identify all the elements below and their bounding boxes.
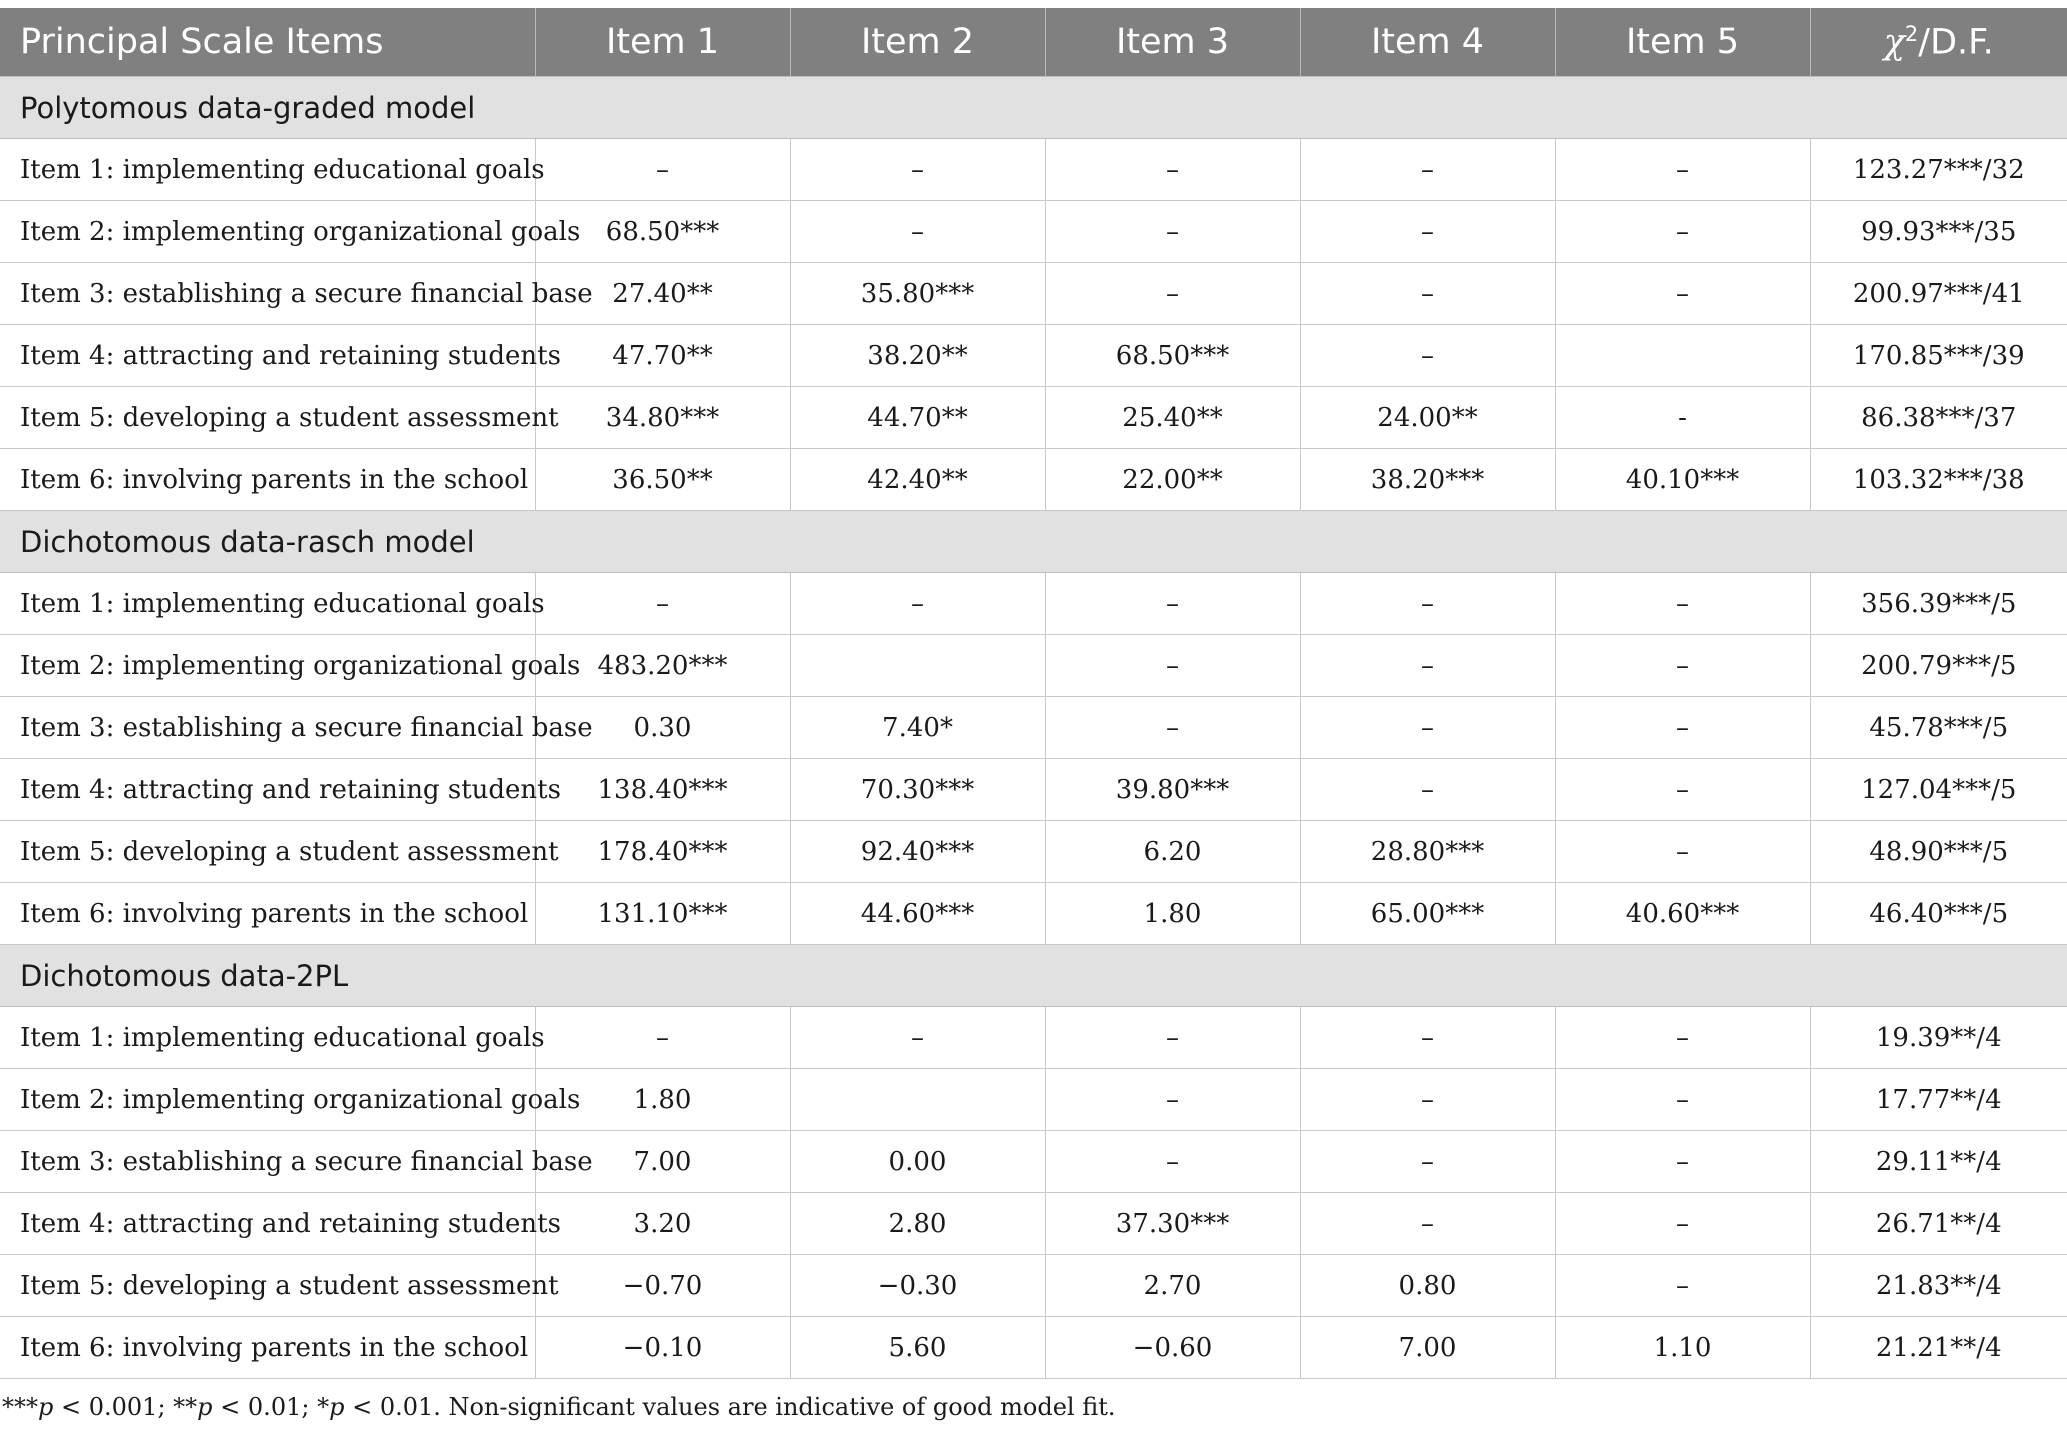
item-3-cell: −0.60 — [1045, 1317, 1300, 1379]
chi-superscript: 2 — [1904, 21, 1919, 46]
item-1-cell: 27.40** — [535, 263, 790, 325]
chi-square-df-cell: 29.11**/4 — [1810, 1131, 2067, 1193]
item-4-cell: – — [1300, 759, 1555, 821]
item-2-cell: 0.00 — [790, 1131, 1045, 1193]
item-2-cell: 35.80*** — [790, 263, 1045, 325]
item-2-cell: 44.70** — [790, 387, 1045, 449]
header-principal-scale-items: Principal Scale Items — [0, 8, 535, 77]
row-label: Item 6: involving parents in the school — [0, 883, 535, 945]
table-row — [0, 1131, 2067, 1193]
row-label: Item 2: implementing organizational goals — [0, 635, 535, 697]
table-row — [0, 387, 2067, 449]
table-row — [0, 1007, 2067, 1069]
chi-square-df-cell: 86.38***/37 — [1810, 387, 2067, 449]
table-row — [0, 1255, 2067, 1317]
item-1-cell: 0.30 — [535, 697, 790, 759]
item-5-cell: – — [1555, 1131, 1810, 1193]
chi-square-df-cell: 19.39**/4 — [1810, 1007, 2067, 1069]
item-2-cell: – — [790, 573, 1045, 635]
row-label: Item 2: implementing organizational goals — [0, 201, 535, 263]
item-2-cell: 38.20** — [790, 325, 1045, 387]
table-header — [0, 8, 2067, 77]
chi-square-df-cell: 21.21**/4 — [1810, 1317, 2067, 1379]
item-4-cell: – — [1300, 1069, 1555, 1131]
row-label: Item 5: developing a student assessment — [0, 1255, 535, 1317]
table-row — [0, 1193, 2067, 1255]
row-label: Item 1: implementing educational goals — [0, 1007, 535, 1069]
item-2-cell: 5.60 — [790, 1317, 1045, 1379]
item-1-cell: −0.10 — [535, 1317, 790, 1379]
chi-square-df-cell: 45.78***/5 — [1810, 697, 2067, 759]
row-label: Item 5: developing a student assessment — [0, 821, 535, 883]
chi-square-df-cell: 200.97***/41 — [1810, 263, 2067, 325]
header-chi-square-df — [1810, 8, 2067, 77]
item-4-cell: – — [1300, 201, 1555, 263]
item-1-cell: 47.70** — [535, 325, 790, 387]
item-5-cell: – — [1555, 1007, 1810, 1069]
table-row — [0, 325, 2067, 387]
results-table — [0, 8, 2067, 1379]
chi-square-df-cell: 123.27***/32 — [1810, 139, 2067, 201]
row-label: Item 4: attracting and retaining students — [0, 759, 535, 821]
section-title: Dichotomous data-rasch model — [0, 511, 2067, 573]
item-3-cell: – — [1045, 1069, 1300, 1131]
chi-square-df-cell: 26.71**/4 — [1810, 1193, 2067, 1255]
section-header-row — [0, 511, 2067, 573]
chi-square-df-cell: 99.93***/35 — [1810, 201, 2067, 263]
row-label: Item 3: establishing a secure financial base — [0, 263, 535, 325]
item-4-cell: – — [1300, 635, 1555, 697]
row-label: Item 6: involving parents in the school — [0, 1317, 535, 1379]
item-3-cell: 1.80 — [1045, 883, 1300, 945]
row-label: Item 1: implementing educational goals — [0, 573, 535, 635]
item-2-cell: 70.30*** — [790, 759, 1045, 821]
item-1-cell: 178.40*** — [535, 821, 790, 883]
item-5-cell: – — [1555, 201, 1810, 263]
item-4-cell: – — [1300, 1007, 1555, 1069]
row-label: Item 4: attracting and retaining students — [0, 325, 535, 387]
item-5-cell: – — [1555, 573, 1810, 635]
item-2-cell — [790, 1069, 1045, 1131]
table-row — [0, 139, 2067, 201]
item-3-cell: 2.70 — [1045, 1255, 1300, 1317]
section-header-row — [0, 77, 2067, 139]
item-4-cell: 28.80*** — [1300, 821, 1555, 883]
item-5-cell: – — [1555, 697, 1810, 759]
section-header-row — [0, 945, 2067, 1007]
item-1-cell: 68.50*** — [535, 201, 790, 263]
item-1-cell: – — [535, 1007, 790, 1069]
row-label: Item 5: developing a student assessment — [0, 387, 535, 449]
table-row — [0, 1069, 2067, 1131]
item-5-cell: – — [1555, 635, 1810, 697]
chi-square-df-cell: 48.90***/5 — [1810, 821, 2067, 883]
item-3-cell: 25.40** — [1045, 387, 1300, 449]
item-5-cell: 40.60*** — [1555, 883, 1810, 945]
item-2-cell: – — [790, 1007, 1045, 1069]
table-row — [0, 883, 2067, 945]
chi-square-df-cell: 356.39***/5 — [1810, 573, 2067, 635]
item-4-cell: 65.00*** — [1300, 883, 1555, 945]
table-row — [0, 449, 2067, 511]
row-label: Item 3: establishing a secure financial base — [0, 1131, 535, 1193]
header-item-5: Item 5 — [1555, 8, 1810, 77]
item-5-cell: 40.10*** — [1555, 449, 1810, 511]
row-label: Item 6: involving parents in the school — [0, 449, 535, 511]
table-row — [0, 821, 2067, 883]
chi-square-df-cell: 127.04***/5 — [1810, 759, 2067, 821]
table-row — [0, 635, 2067, 697]
item-3-cell: – — [1045, 263, 1300, 325]
header-item-4: Item 4 — [1300, 8, 1555, 77]
item-3-cell: – — [1045, 1131, 1300, 1193]
item-3-cell: 68.50*** — [1045, 325, 1300, 387]
table-row — [0, 573, 2067, 635]
item-1-cell: – — [535, 139, 790, 201]
item-5-cell — [1555, 325, 1810, 387]
item-4-cell: – — [1300, 263, 1555, 325]
table-row — [0, 1317, 2067, 1379]
table-footnote: ***p < 0.001; **p < 0.01; *p < 0.01. Non-significant values are indicative of good model fit. — [2, 1393, 1116, 1421]
item-1-cell: 36.50** — [535, 449, 790, 511]
item-3-cell: – — [1045, 139, 1300, 201]
item-2-cell: 92.40*** — [790, 821, 1045, 883]
header-item-3: Item 3 — [1045, 8, 1300, 77]
item-2-cell: – — [790, 201, 1045, 263]
table-row — [0, 201, 2067, 263]
item-3-cell: – — [1045, 1007, 1300, 1069]
section-title: Dichotomous data-2PL — [0, 945, 2067, 1007]
item-2-cell: 2.80 — [790, 1193, 1045, 1255]
item-1-cell: −0.70 — [535, 1255, 790, 1317]
row-label: Item 1: implementing educational goals — [0, 139, 535, 201]
table-row — [0, 759, 2067, 821]
item-5-cell: – — [1555, 1255, 1810, 1317]
item-5-cell: – — [1555, 1193, 1810, 1255]
section-title: Polytomous data-graded model — [0, 77, 2067, 139]
item-3-cell: 22.00** — [1045, 449, 1300, 511]
item-1-cell: 3.20 — [535, 1193, 790, 1255]
chi-square-df-cell: 103.32***/38 — [1810, 449, 2067, 511]
item-2-cell: 7.40* — [790, 697, 1045, 759]
header-row — [0, 8, 2067, 77]
item-3-cell: – — [1045, 201, 1300, 263]
header-item-2: Item 2 — [790, 8, 1045, 77]
item-5-cell: – — [1555, 263, 1810, 325]
item-3-cell: 39.80*** — [1045, 759, 1300, 821]
item-4-cell: – — [1300, 573, 1555, 635]
item-4-cell: – — [1300, 1193, 1555, 1255]
item-2-cell: 42.40** — [790, 449, 1045, 511]
item-2-cell: −0.30 — [790, 1255, 1045, 1317]
item-5-cell: – — [1555, 759, 1810, 821]
header-item-1: Item 1 — [535, 8, 790, 77]
chi-square-df-cell: 17.77**/4 — [1810, 1069, 2067, 1131]
item-4-cell: – — [1300, 139, 1555, 201]
item-3-cell: 6.20 — [1045, 821, 1300, 883]
item-4-cell: 24.00** — [1300, 387, 1555, 449]
chi-square-df-cell: 170.85***/39 — [1810, 325, 2067, 387]
item-1-cell: 483.20*** — [535, 635, 790, 697]
item-4-cell: 7.00 — [1300, 1317, 1555, 1379]
item-1-cell: 1.80 — [535, 1069, 790, 1131]
item-1-cell: – — [535, 573, 790, 635]
item-3-cell: 37.30*** — [1045, 1193, 1300, 1255]
item-4-cell: – — [1300, 325, 1555, 387]
item-5-cell: – — [1555, 139, 1810, 201]
df-label: /D.F. — [1918, 22, 1994, 63]
item-5-cell: 1.10 — [1555, 1317, 1810, 1379]
item-5-cell: – — [1555, 1069, 1810, 1131]
item-1-cell: 7.00 — [535, 1131, 790, 1193]
item-3-cell: – — [1045, 573, 1300, 635]
item-1-cell: 34.80*** — [535, 387, 790, 449]
item-5-cell: – — [1555, 821, 1810, 883]
item-4-cell: 38.20*** — [1300, 449, 1555, 511]
row-label: Item 2: implementing organizational goals — [0, 1069, 535, 1131]
item-2-cell: – — [790, 139, 1045, 201]
row-label: Item 3: establishing a secure financial base — [0, 697, 535, 759]
chi-square-df-cell: 46.40***/5 — [1810, 883, 2067, 945]
chi-symbol: χ — [1883, 22, 1905, 63]
item-1-cell: 131.10*** — [535, 883, 790, 945]
item-4-cell: 0.80 — [1300, 1255, 1555, 1317]
item-5-cell: - — [1555, 387, 1810, 449]
table-row — [0, 263, 2067, 325]
chi-square-df-cell: 21.83**/4 — [1810, 1255, 2067, 1317]
item-4-cell: – — [1300, 1131, 1555, 1193]
item-4-cell: – — [1300, 697, 1555, 759]
chi-square-df-cell: 200.79***/5 — [1810, 635, 2067, 697]
item-3-cell: – — [1045, 697, 1300, 759]
table-row — [0, 697, 2067, 759]
table-body — [0, 77, 2067, 1379]
item-3-cell: – — [1045, 635, 1300, 697]
item-2-cell — [790, 635, 1045, 697]
item-2-cell: 44.60*** — [790, 883, 1045, 945]
row-label: Item 4: attracting and retaining students — [0, 1193, 535, 1255]
item-1-cell: 138.40*** — [535, 759, 790, 821]
